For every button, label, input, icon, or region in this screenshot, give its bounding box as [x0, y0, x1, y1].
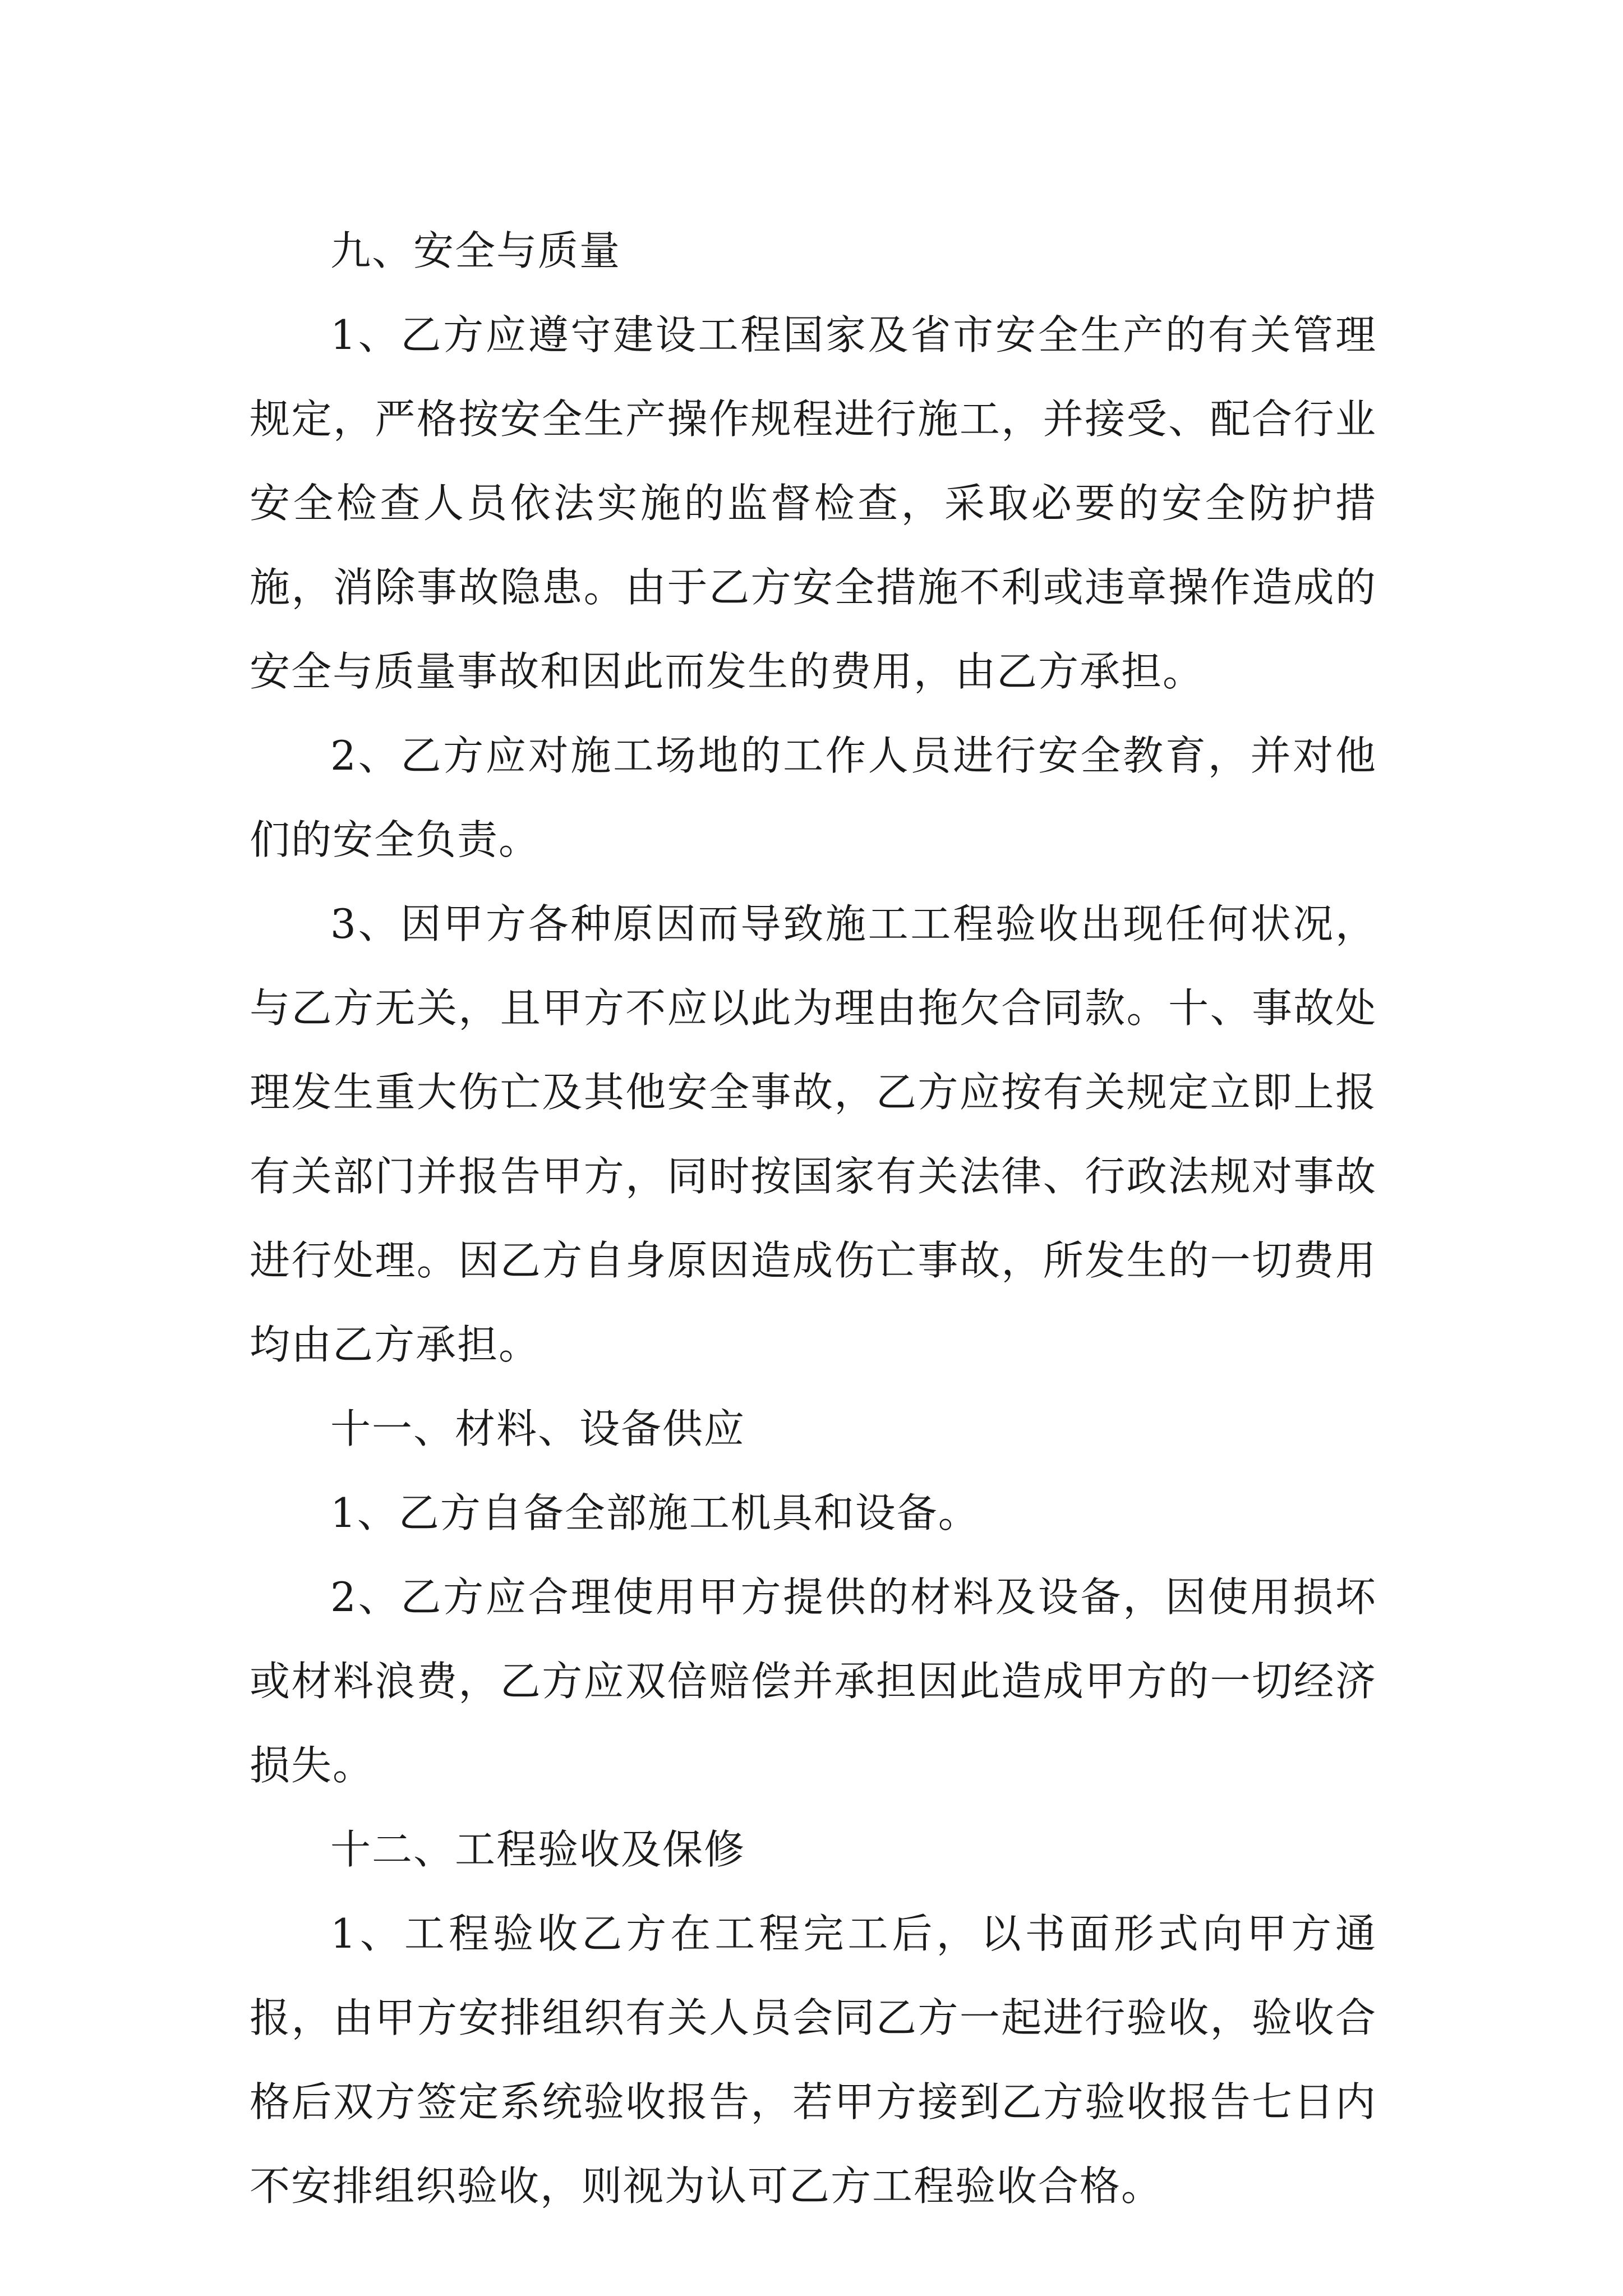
section-heading-safety-quality: 九、安全与质量 — [330, 227, 621, 274]
section-heading-acceptance: 十二、工程验收及保修 — [330, 1826, 746, 1873]
section-heading-materials: 十一、材料、设备供应 — [330, 1405, 746, 1452]
paragraph-safety-2: 2、乙方应对施工场地的工作人员进行安全教育，并对他们的安全负责。 — [250, 732, 1377, 863]
paragraph-acceptance-1: 1、工程验收乙方在工程完工后，以书面形式向甲方通报，由甲方安排组织有关人员会同乙方一起进行验收，验收合格后双方签定系统验收报告，若甲方接到乙方验收报告七日内不安排组织验收，则视为认可乙方工程验收合格。 — [250, 1910, 1377, 2210]
paragraph-safety-3: 3、因甲方各种原因而导致施工工程验收出现任何状况，与乙方无关，且甲方不应以此为理由拖欠合同款。十、事故处理发生重大伤亡及其他安全事故，乙方应按有关规定立即上报有关部门并报告甲方，同时按国家有关法律、行政法规对事故进行处理。因乙方自身原因造成伤亡事故，所发生的一切费用均由乙方承担。 — [250, 900, 1377, 1368]
paragraph-materials-1: 1、乙方自备全部施工机具和设备。 — [330, 1489, 980, 1536]
paragraph-materials-2: 2、乙方应合理使用甲方提供的材料及设备，因使用损坏或材料浪费，乙方应双倍赔偿并承担因此造成甲方的一切经济损失。 — [250, 1573, 1377, 1789]
document-body — [250, 209, 1377, 2228]
paragraph-safety-1: 1、乙方应遵守建设工程国家及省市安全生产的有关管理规定，严格按安全生产操作规程进行施工，并接受、配合行业安全检查人员依法实施的监督检查，采取必要的安全防护措施，消除事故隐患。由于乙方安全措施不利或违章操作造成的安全与质量事故和因此而发生的费用，由乙方承担。 — [250, 311, 1377, 695]
